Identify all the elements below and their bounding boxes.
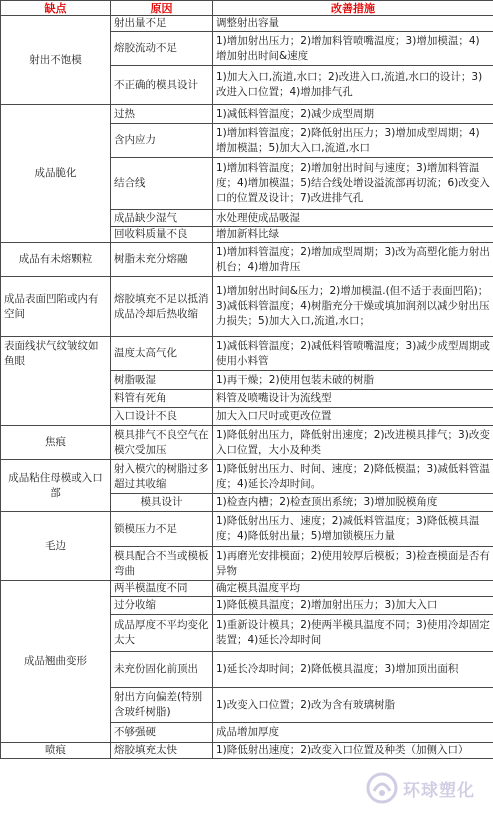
- table-row: [1, 277, 493, 337]
- fix-cell: 1)降低射出压力、速度；2)减低料管温度；3)降低模具温度；4)降低射出量；5)增加锁模压力量: [213, 512, 493, 547]
- defect-cell: 表面线状气纹皱纹如鱼眼: [1, 337, 111, 426]
- defect-cell: 喷痕: [1, 743, 111, 759]
- fix-cell: 增加新料比绿: [213, 227, 493, 243]
- cause-cell: 入口设计不良: [111, 408, 213, 426]
- fix-cell: 1)降低射出压力、时间、速度；2)降低模温；3)减低料管温度；4)延长冷却时间。: [213, 460, 493, 494]
- table-row: [1, 743, 493, 759]
- defect-cell: 射出不饱模: [1, 16, 111, 105]
- cause-cell: 回收料质量不良: [111, 227, 213, 243]
- fix-cell: 确定模具温度平均: [213, 581, 493, 597]
- cause-cell: 两半模温度不同: [111, 581, 213, 597]
- fix-cell: 1)增加料管温度；2)降低射出压力；3)增加成型周期；4)增加模温；5)加大入口,流道,水口: [213, 124, 493, 158]
- cause-cell: 熔胶流动不足: [111, 32, 213, 66]
- cause-cell: 熔胶填充太快: [111, 743, 213, 759]
- fix-cell: 1)增加料管温度；2)增加射出时间与速度；3)增加料管温度；4)增加模温；5)结合线处增设溢流部再切流；6)改变入口的位置及设计；7)改进排气孔: [213, 158, 493, 210]
- cause-cell: 射入模穴的树脂过多超过其收缩: [111, 460, 213, 494]
- defect-cell: 成品有未熔颗粒: [1, 243, 111, 277]
- fix-cell: 1)检查内槽；2)检查顶出系统；3)增加脱模角度: [213, 494, 493, 512]
- cause-cell: 过热: [111, 105, 213, 124]
- fix-cell: 1)延长冷却时间；2)降低模具温度；3)增加顶出面积: [213, 652, 493, 688]
- cause-cell: 不正确的模具设计: [111, 66, 213, 105]
- cause-cell: 不够强硬: [111, 723, 213, 743]
- defect-cell: 焦痕: [1, 426, 111, 460]
- cause-cell: 射出方向偏差(特别含玻纤树脂): [111, 688, 213, 723]
- cause-cell: 未充份固化前顶出: [111, 652, 213, 688]
- cause-cell: 成品缺少湿气: [111, 210, 213, 227]
- watermark-text: 环球塑化: [403, 780, 475, 801]
- fix-cell: 水处理使成品吸湿: [213, 210, 493, 227]
- cause-cell: 模具排气不良空气在模穴受加压: [111, 426, 213, 460]
- fix-cell: 1)增加料管温度；2)增加成型周期；3)改为高塑化能力射出机台；4)增加背压: [213, 243, 493, 277]
- table-row: [1, 512, 493, 547]
- cause-cell: 过分收缩: [111, 597, 213, 615]
- cause-cell: 熔胶填充不足以抵消成品冷却后热收缩: [111, 277, 213, 337]
- fix-cell: 1)重新设计模具；2)使两半模具温度不同；3)使用冷却固定装置；4)延长冷却时间: [213, 615, 493, 652]
- fix-cell: 1)再磨光安排模面；2)使用较厚后模板；3)检查模面是否有异物: [213, 547, 493, 581]
- fix-cell: 调整射出容量: [213, 16, 493, 32]
- defect-cell: 成品翘曲变形: [1, 581, 111, 743]
- fix-cell: 成品增加厚度: [213, 723, 493, 743]
- fix-cell: 1)加大入口,流道,水口；2)改进入口,流道,水口的设计；3)改进入口位置；4)增加排气孔: [213, 66, 493, 105]
- cause-cell: 料管有死角: [111, 390, 213, 408]
- fix-cell: 1)改变入口位置；2)改为含有玻璃树脂: [213, 688, 493, 723]
- cause-cell: 成品厚度不平均变化太大: [111, 615, 213, 652]
- fix-cell: 1)减低料管温度；2)减低料管喷嘴温度；3)减少成型周期或使用小料管: [213, 337, 493, 371]
- header-row: [1, 1, 493, 16]
- table-row: [1, 16, 493, 32]
- table-row: [1, 426, 493, 460]
- cause-cell: 树脂吸湿: [111, 371, 213, 390]
- table-row: [1, 105, 493, 124]
- cause-cell: 锁模压力不足: [111, 512, 213, 547]
- table-row: [1, 243, 493, 277]
- cause-cell: 模具配合不当或模板弯曲: [111, 547, 213, 581]
- fix-cell: 加大入口尺吋或更改位置: [213, 408, 493, 426]
- cause-cell: 射出量不足: [111, 16, 213, 32]
- defect-cell: 成品表面凹陷或内有空间: [1, 277, 111, 337]
- cause-cell: 温度太高气化: [111, 337, 213, 371]
- defect-cell: 成品脆化: [1, 105, 111, 243]
- header-fix: 改善措施: [213, 1, 493, 16]
- fix-cell: 1)再干燥；2)使用包装未破的树脂: [213, 371, 493, 390]
- logo-icon: [365, 771, 399, 805]
- header-defect: 缺点: [1, 1, 111, 16]
- fix-cell: 1)降低模具温度；2)增加射出压力；3)加大入口: [213, 597, 493, 615]
- fix-cell: 1)降低射出速度；2)改变入口位置及种类（加侧入口）: [213, 743, 493, 759]
- header-cause: 原因: [111, 1, 213, 16]
- table-row: [1, 460, 493, 494]
- fix-cell: 1)降低射出压力，降低射出速度；2)改进模具排气；3)改变入口位置，大小及种类: [213, 426, 493, 460]
- table-row: [1, 337, 493, 371]
- fix-cell: 1)减低料管温度；2)减少成型周期: [213, 105, 493, 124]
- table-row: [1, 581, 493, 597]
- cause-cell: 结合线: [111, 158, 213, 210]
- cause-cell: 含内应力: [111, 124, 213, 158]
- fix-cell: 料管及喷嘴设计为流线型: [213, 390, 493, 408]
- cause-cell: 树脂未充分熔融: [111, 243, 213, 277]
- defect-cell: 成品粘住母模或入口部: [1, 460, 111, 512]
- fix-cell: 1)增加射出时间&压力；2)增加模温.(但不适于表面凹陷)；3)减低料管温度；4)树脂充分干燥或填加润剂以减少射出压力损失；5)加大入口,流道,水口；: [213, 277, 493, 337]
- watermark: [365, 770, 485, 806]
- defect-cell: 毛边: [1, 512, 111, 581]
- fix-cell: 1)增加射出压力；2)增加料管喷嘴温度；3)增加模温；4)增加射出时间&速度: [213, 32, 493, 66]
- cause-cell: 模具设计: [111, 494, 213, 512]
